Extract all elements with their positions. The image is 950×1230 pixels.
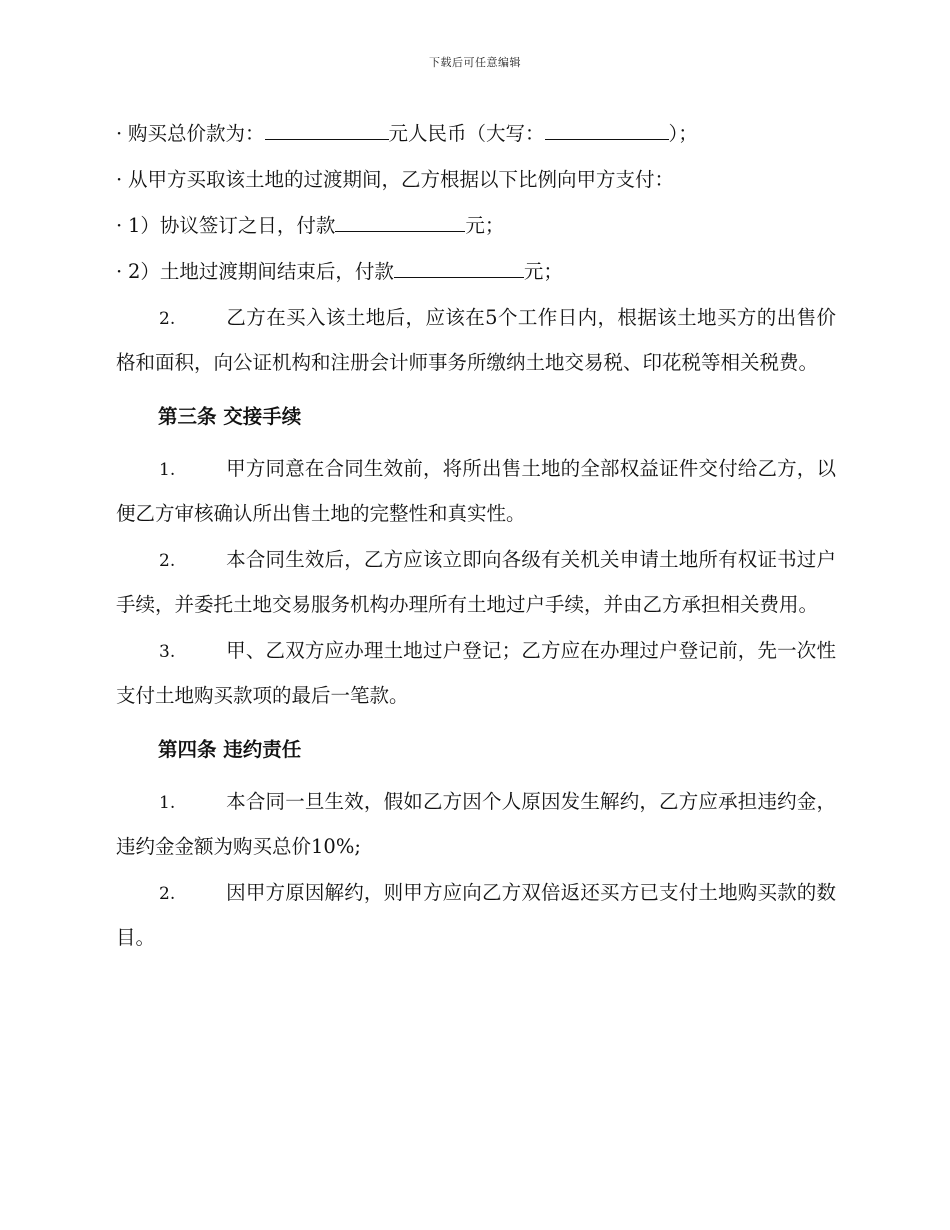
item-text-rest: 书过户手续，并委托土地交易服务机构办理所有土地过户手续，并由乙方承担相关费用。: [116, 548, 836, 616]
article2-item-2: [116, 296, 836, 385]
payment-2-line: [116, 250, 836, 294]
item-text-rest: 一次性支付土地购买款项的最后一笔款。: [116, 639, 836, 707]
item-text-rest: 方，以便乙方审核确认所出售土地的完整性和真实性。: [116, 457, 836, 525]
item-text-line1: 本合同一旦生效，假如乙方因个人原因发生解约，乙方应承担违: [226, 790, 778, 813]
item-number: 1.: [159, 460, 176, 480]
payment-2-unit: 元；: [523, 260, 563, 283]
page-header: 下载后可任意编辑: [429, 56, 521, 69]
article3-item-2: [116, 538, 836, 627]
article3-item-3: [116, 629, 836, 718]
payment-2-label: 2）土地过渡期间结束后，付款: [128, 260, 394, 283]
item-text-line1: 甲、乙双方应办理土地过户登记；乙方应在办理过户登记前，先: [226, 639, 778, 662]
item-number: 2.: [159, 551, 176, 571]
bullet: ·: [116, 168, 123, 191]
total-price-label: 购买总价款为：: [128, 122, 265, 145]
total-price-line: [116, 112, 836, 156]
article4-item-2: [116, 871, 836, 960]
payment-2-blank: [394, 257, 524, 278]
item-number: 2.: [159, 309, 176, 329]
item-text-line1: 因甲方原因解约，则甲方应向乙方双倍返还买方已支付土地购买: [226, 881, 778, 904]
transition-text: 从甲方买取该土地的过渡期间，乙方根据以下比例向甲方支付：: [128, 168, 675, 191]
total-price-end: ）；: [668, 122, 698, 145]
item-text-line1: 甲方同意在合同生效前，将所出售土地的全部权益证件交付给乙: [226, 457, 778, 480]
article3-item-1: [116, 447, 836, 536]
item-text-rest: 出售价格和面积，向公证机构和注册会计师事务所缴纳土地交易税、印花税等相关税费。: [116, 306, 836, 374]
bullet: ·: [116, 122, 123, 145]
total-price-blank: [265, 119, 389, 140]
article4-item-1: [116, 780, 836, 869]
item-text-line1: 乙方在买入该土地后，应该在5个工作日内，根据该土地买方的: [226, 306, 777, 329]
bullet: ·: [116, 260, 123, 283]
total-price-unit: 元人民币（大写：: [388, 122, 545, 145]
item-number: 1.: [159, 793, 176, 813]
total-price-words-blank: [545, 119, 669, 140]
item-text-rest: 款的数目。: [116, 881, 836, 949]
payment-1-label: 1）协议签订之日，付款: [128, 214, 336, 237]
article-3-heading: 第三条 交接手续: [158, 405, 302, 428]
payment-1-unit: 元；: [465, 214, 505, 237]
item-number: 3.: [159, 642, 176, 662]
bullet: ·: [116, 214, 123, 237]
item-text-rest: 约金，违约金金额为购买总价10%;: [116, 790, 836, 858]
payment-1-blank: [335, 211, 465, 232]
article-4-heading: 第四条 违约责任: [158, 738, 302, 761]
item-text-line1: 本合同生效后，乙方应该立即向各级有关机关申请土地所有权证: [226, 548, 778, 571]
payment-1-line: [116, 204, 836, 248]
document-body: [116, 112, 836, 962]
item-number: 2.: [159, 884, 176, 904]
transition-payment-line: [116, 158, 836, 202]
